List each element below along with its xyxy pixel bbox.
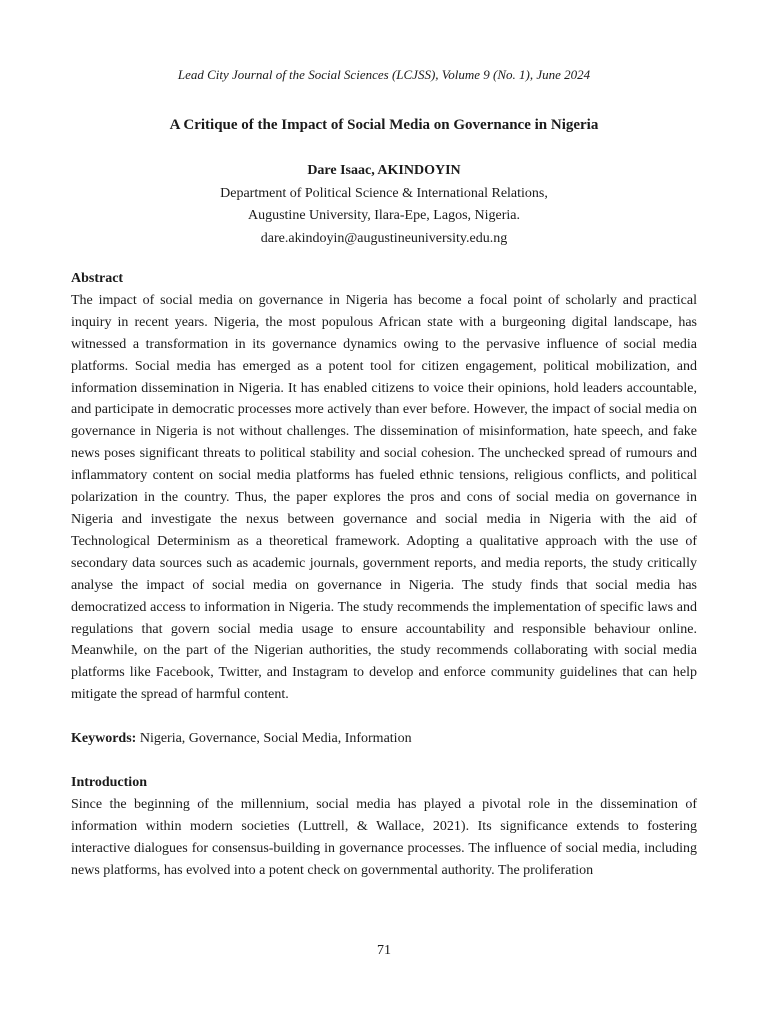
keywords-line xyxy=(71,728,697,750)
running-header: Lead City Journal of the Social Sciences (LCJSS), Volume 9 (No. 1), June 2024 xyxy=(177,67,591,82)
keywords-text: Nigeria, Governance, Social Media, Information xyxy=(136,731,412,747)
author-email: dare.akindoyin@augustineuniversity.edu.ng xyxy=(260,230,508,246)
intro-text-part-1: Since the beginning of the millennium, social media has played a pivotal role in the dissemination of information within modern societies ( xyxy=(71,796,697,834)
introduction-heading: Introduction xyxy=(71,775,147,791)
section-spacer xyxy=(71,750,697,772)
intro-text-part-2: ). Its significance extends to fostering interactive dialogues for consensus-building in governance processes. The influence of social media, including news platforms, has evolved into a potent check on governmental authority. The proliferation xyxy=(71,818,698,878)
abstract-heading: Abstract xyxy=(71,271,124,286)
author-name: Dare Isaac, AKINDOYIN xyxy=(307,163,461,178)
abstract-text: The impact of social media on governance in Nigeria has become a focal point of scholarly and practical inquiry in recent years. Nigeria, the most populous African state with a burgeoning digital landscape, has witnessed a transformation in its governance dynamics owing to the pervasive influence of social media platforms. Social media has emerged as a potent tool for citizen engagement, political mobilization, and information dissemination in Nigeria. It has enabled citizens to voice their opinions, hold leaders accountable, and participate in democratic processes more actively than ever before. However, the impact of social media on governance in Nigeria is not without challenges. The dissemination of misinformation, hate speech, and fake news poses significant threats to political stability and social cohesion. The unchecked spread of rumours and inflammatory content on social media platforms has fueled ethnic tensions, religious conflicts, and political polarization in the country. Thus, the paper explores the pros and cons of social media on governance in Nigeria and investigate the nexus between governance and social media in Nigeria with the aid of Technological Determinism as a theoretical framework. Adopting a qualitative approach with the use of secondary data sources such as academic journals, government reports, and media reports, the study critically analyse the impact of social media on governance in Nigeria. The study finds that social media has democratized access to information in Nigeria. The study recommends the implementation of specific laws and regulations that govern social media usage to ensure accountability and responsible behaviour online. Meanwhile, on the part of the Nigerian authorities, the study recommends collaborating with social media platforms like Facebook, Twitter, and Instagram to develop and enforce community guidelines that can help mitigate the spread of harmful content. xyxy=(71,292,697,703)
keywords-label: Keywords: xyxy=(71,731,137,747)
main-content xyxy=(71,268,697,882)
section-spacer xyxy=(71,706,697,728)
paper-title: A Critique of the Impact of Social Media on Governance in Nigeria xyxy=(169,117,599,133)
page-number: 71 xyxy=(377,943,391,958)
introduction-text xyxy=(71,794,697,882)
author-block xyxy=(0,160,768,250)
intro-citation: Luttrell, & Wallace, 2021 xyxy=(302,818,461,834)
author-institution: Augustine University, Ilara-Epe, Lagos, Nigeria. xyxy=(247,208,520,223)
author-department: Department of Political Science & International Relations, xyxy=(220,185,548,201)
